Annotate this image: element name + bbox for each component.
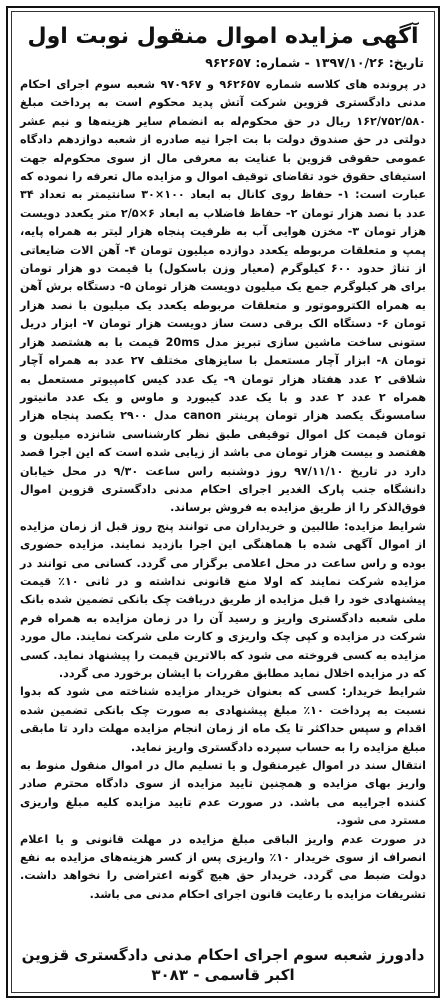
notice-frame (6, 6, 440, 998)
notice-inner-border (11, 11, 435, 993)
paragraph-transfer: انتقال سند در اموال غیرمنقول و یا تسلیم مال در اموال منقول منوط به واریز بهای مزایده و همچنین تایید مزایده از سوی دادگاه محترم صادر کننده اجراییه می باشد. در صورت عدم تایید مزایده کلیه مبلغ واریزی مسترد می شود. (20, 759, 426, 828)
paragraph-auction-conditions: شرایط مزایده: طالبین و خریداران می توانند پنج روز قبل از زمان مزایده از اموال آگهی شده با هماهنگی این اجرا بازدید نمایند. مزایده حضوری بوده و راس ساعت در محل اعلامی برگزار می گردد. کسانی می توانند در مزایده شرکت نمایند که اولا منع قانونی نداشته و در ثانی ۱۰٪ قیمت پیشنهادی خود را قبل مزایده از طریق دریافت چک بانکی تضمین شده بانک ملی شعبه دادگستری واریز و رسید آن را در زمان مزایده به همراه فرم شرکت در مزایده و کپی چک واریزی و کارت ملی شرکت نمایند. مال مورد مزایده به کسی فروخته می شود که بالاترین قیمت را پیشنهاد نماید. کسی که در مزایده اخلال نماید مطابق مقررات با ایشان برخورد می گردد. (20, 519, 426, 680)
paragraph-case-details: در پرونده های کلاسه شماره ۹۶۲۶۵۷ و ۹۷۰۹۶۷ شعبه سوم اجرای احکام مدنی دادگستری قزوین شرکت آتش پدید محکوم است به پرداخت مبلغ ۱۶۲/۷۵۲/۵۸۰ ریال در حق محکوم‌له به انضمام سایر هزینه‌ها و نیم عشر دولتی در حق صندوق دولت با بت اجرا نیه صادره از شعبه دوازدهم دادگاه عمومی حقوقی قزوین با عنایت به معرفی مال از سوی محکوم‌له جهت استیفای حقوق خود تقاضای توقیف اموال و مزایده مال تعرفه را نموده که عبارت است: ۱- حفاظ روی کانال به ابعاد ۱۰۰×۳۰ سانتیمتر به تعداد ۳۴ عدد با نصد هزار تومان ۲- حفاظ فاضلاب به ابعاد ۶×۲/۵ متر یکعدد دویست هزار تومان ۳- مخزن هوایی آب به ظرفیت پنجاه هزار لیتر به همراه پایه، پمپ و متعلقات مربوطه یکعدد دوازده میلیون تومان ۴- آهن الات ضایعاتی از تناژ حدود ۶۰۰ کیلوگرم (معیار وزن باسکول) با قیمت دو هزار تومان برای هر کیلوگرم جمع یک میلیون دویست هزار تومان ۵- دستگاه برش آهن به همراه الکتروموتور و متعلقات مربوطه یکعدد یک میلیون با نصد هزار تومان ۶- دستگاه الک برقی دست ساز دویست هزار تومان ۷- ابزار دریل ستونی ساخت ماشین سازی تبریز مدل 20ms قیمت با به هشتصد هزار تومان ۸- ابزار آچار مستعمل با سایزهای مختلف ۲۷ عدد به همراه آچار شلاقی ۲ عدد هفتاد هزار تومان ۹- یک عدد کیس کامپیوتر مستعمل به همراه ۲ عدد ۲ عدد و با یک عدد کیبورد و ماوس و یک عدد مانیتور سامسونگ یکصد هزار تومان پرینتر canon مدل ۲۹۰۰ یکصد پنجاه هزار تومان قیمت کل اموال توقیفی طبق نظر کارشناسی شانزده میلیون و هفتصد و بیست هزار تومان می باشد از زیابی شده است که این اجرا قصد دارد در تاریخ ۹۷/۱۱/۱۰ روز دوشنبه راس ساعت ۹/۳۰ در محل خیابان دانشگاه جنب پارک الغدیر اجرای احکام مدنی دادگستری قزوین اموال فوق‌الذکر را از طریق مزایده به فروش برساند. (20, 78, 427, 515)
paragraph-buyer-conditions: شرایط خریدار: کسی که بعنوان خریدار مزایده شناخته می شود که بدوا نسبت به پرداخت ۱۰٪ مبلغ پیشنهادی به صورت چک بانکی تضمین شده اقدام و سپس حداکثر تا یک ماه از زمان انجام مزایده مهلت دارد تا مابقی مبلغ مزایده را به حساب سپرده دادگستری واریز نماید. (20, 685, 426, 754)
paragraph-forfeit: در صورت عدم واریز الباقی مبلغ مزایده در مهلت قانونی و یا اعلام انصراف از سوی خریدار ۱۰٪ واریزی پس از کسر هزینه‌های مزایده به نفع دولت ضبط می گردد. خریدار حق هیچ گونه اعتراضی را نخواهد داشت. تشریفات مزایده با رعایت قانون اجرای احکام مدنی می باشد. (20, 832, 426, 901)
signature-name: اکبر قاسمی - ۳۰۸۳ (151, 966, 295, 984)
notice-title: آگهی مزایده اموال منقول نوبت اول (27, 24, 419, 49)
notice-date-number: تاریخ: ۱۳۹۷/۱۰/۲۶ - شماره: ۹۶۲۶۵۷ (205, 55, 424, 70)
notice-signature (12, 946, 434, 984)
signature-office: دادورز شعبه سوم اجرای احکام مدنی دادگستری قزوین (21, 946, 425, 964)
notice-body (12, 76, 434, 904)
